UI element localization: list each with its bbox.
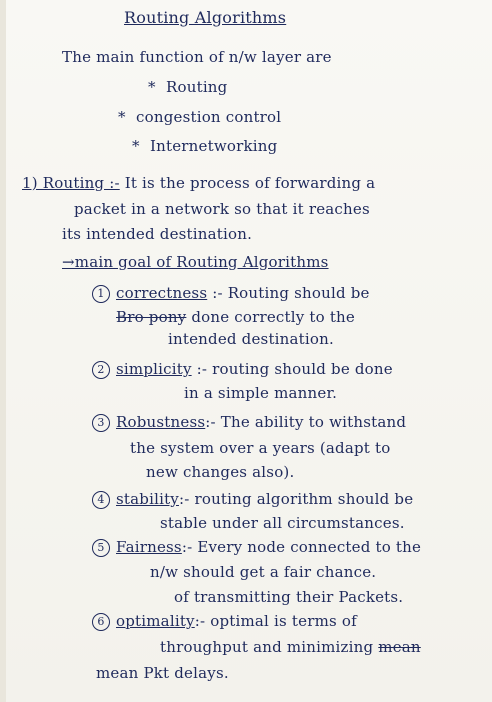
goal-number: 2 — [92, 361, 110, 379]
goal-sep: :- — [181, 538, 193, 556]
goal-term: stability — [116, 490, 179, 508]
bullet-mark: * — [132, 137, 140, 155]
goal-sep: :- — [212, 284, 223, 302]
goal-text: throughput and minimizing — [160, 638, 374, 656]
goal-term: correctness — [116, 284, 208, 302]
struck-text: mean — [378, 638, 421, 656]
bullet-mark: * — [118, 108, 126, 126]
definition-text: It is the process of forwarding a — [124, 174, 376, 192]
goal-sep: :- — [205, 413, 216, 431]
goal-text: Routing should be — [227, 284, 370, 302]
goal-term: optimality — [116, 612, 195, 630]
goal-text: routing algorithm should be — [194, 490, 414, 508]
goal-text: routing should be done — [212, 360, 393, 378]
goal-item — [92, 538, 421, 557]
definition-term: 1) Routing :- — [22, 174, 120, 192]
goal-item — [92, 284, 370, 303]
function-item — [132, 137, 277, 155]
goal-line: mean Pkt delays. — [96, 664, 229, 682]
function-label: Routing — [166, 78, 228, 96]
definition-line: packet in a network so that it reaches — [74, 200, 370, 218]
goal-sep: :- — [194, 612, 206, 630]
function-item — [148, 78, 227, 96]
bullet-mark: * — [148, 78, 156, 96]
intro-line: The main function of n/w layer are — [62, 48, 332, 66]
page-margin — [0, 0, 6, 702]
definition-line: its intended destination. — [62, 225, 253, 243]
goal-number: 3 — [92, 414, 110, 432]
goal-line: stable under all circumstances. — [160, 514, 405, 532]
goal-item — [92, 612, 357, 631]
goal-term: simplicity — [116, 360, 192, 378]
goal-line — [116, 308, 355, 326]
goal-text: Every node connected to the — [197, 538, 422, 556]
function-label: congestion control — [136, 108, 282, 126]
goal-term: Robustness — [116, 413, 206, 431]
definition-line — [22, 174, 375, 192]
goal-line — [160, 638, 421, 656]
goal-number: 4 — [92, 491, 110, 509]
goal-item — [92, 360, 393, 379]
goal-term: Fairness — [116, 538, 182, 556]
goal-line: in a simple manner. — [184, 384, 338, 402]
goal-heading: →main goal of Routing Algorithms — [62, 253, 329, 271]
goal-sep: :- — [178, 490, 190, 508]
goal-number: 1 — [92, 285, 110, 303]
goal-item — [92, 413, 406, 432]
page-title: Routing Algorithms — [124, 8, 287, 27]
goal-line: intended destination. — [168, 330, 334, 348]
goal-number: 6 — [92, 613, 110, 631]
goal-text: done correctly to the — [191, 308, 355, 326]
function-item — [118, 108, 281, 126]
goal-line: n/w should get a fair chance. — [150, 563, 377, 581]
goal-line: the system over a years (adapt to — [130, 439, 391, 457]
struck-text: Bro pony — [116, 308, 187, 326]
goal-line: new changes also). — [146, 463, 295, 481]
goal-line: of transmitting their Packets. — [174, 588, 404, 606]
goal-sep: :- — [196, 360, 208, 378]
function-label: Internetworking — [150, 137, 278, 155]
goal-text: optimal is terms of — [210, 612, 357, 630]
goal-item — [92, 490, 413, 509]
goal-text: The ability to withstand — [220, 413, 407, 431]
goal-number: 5 — [92, 539, 110, 557]
